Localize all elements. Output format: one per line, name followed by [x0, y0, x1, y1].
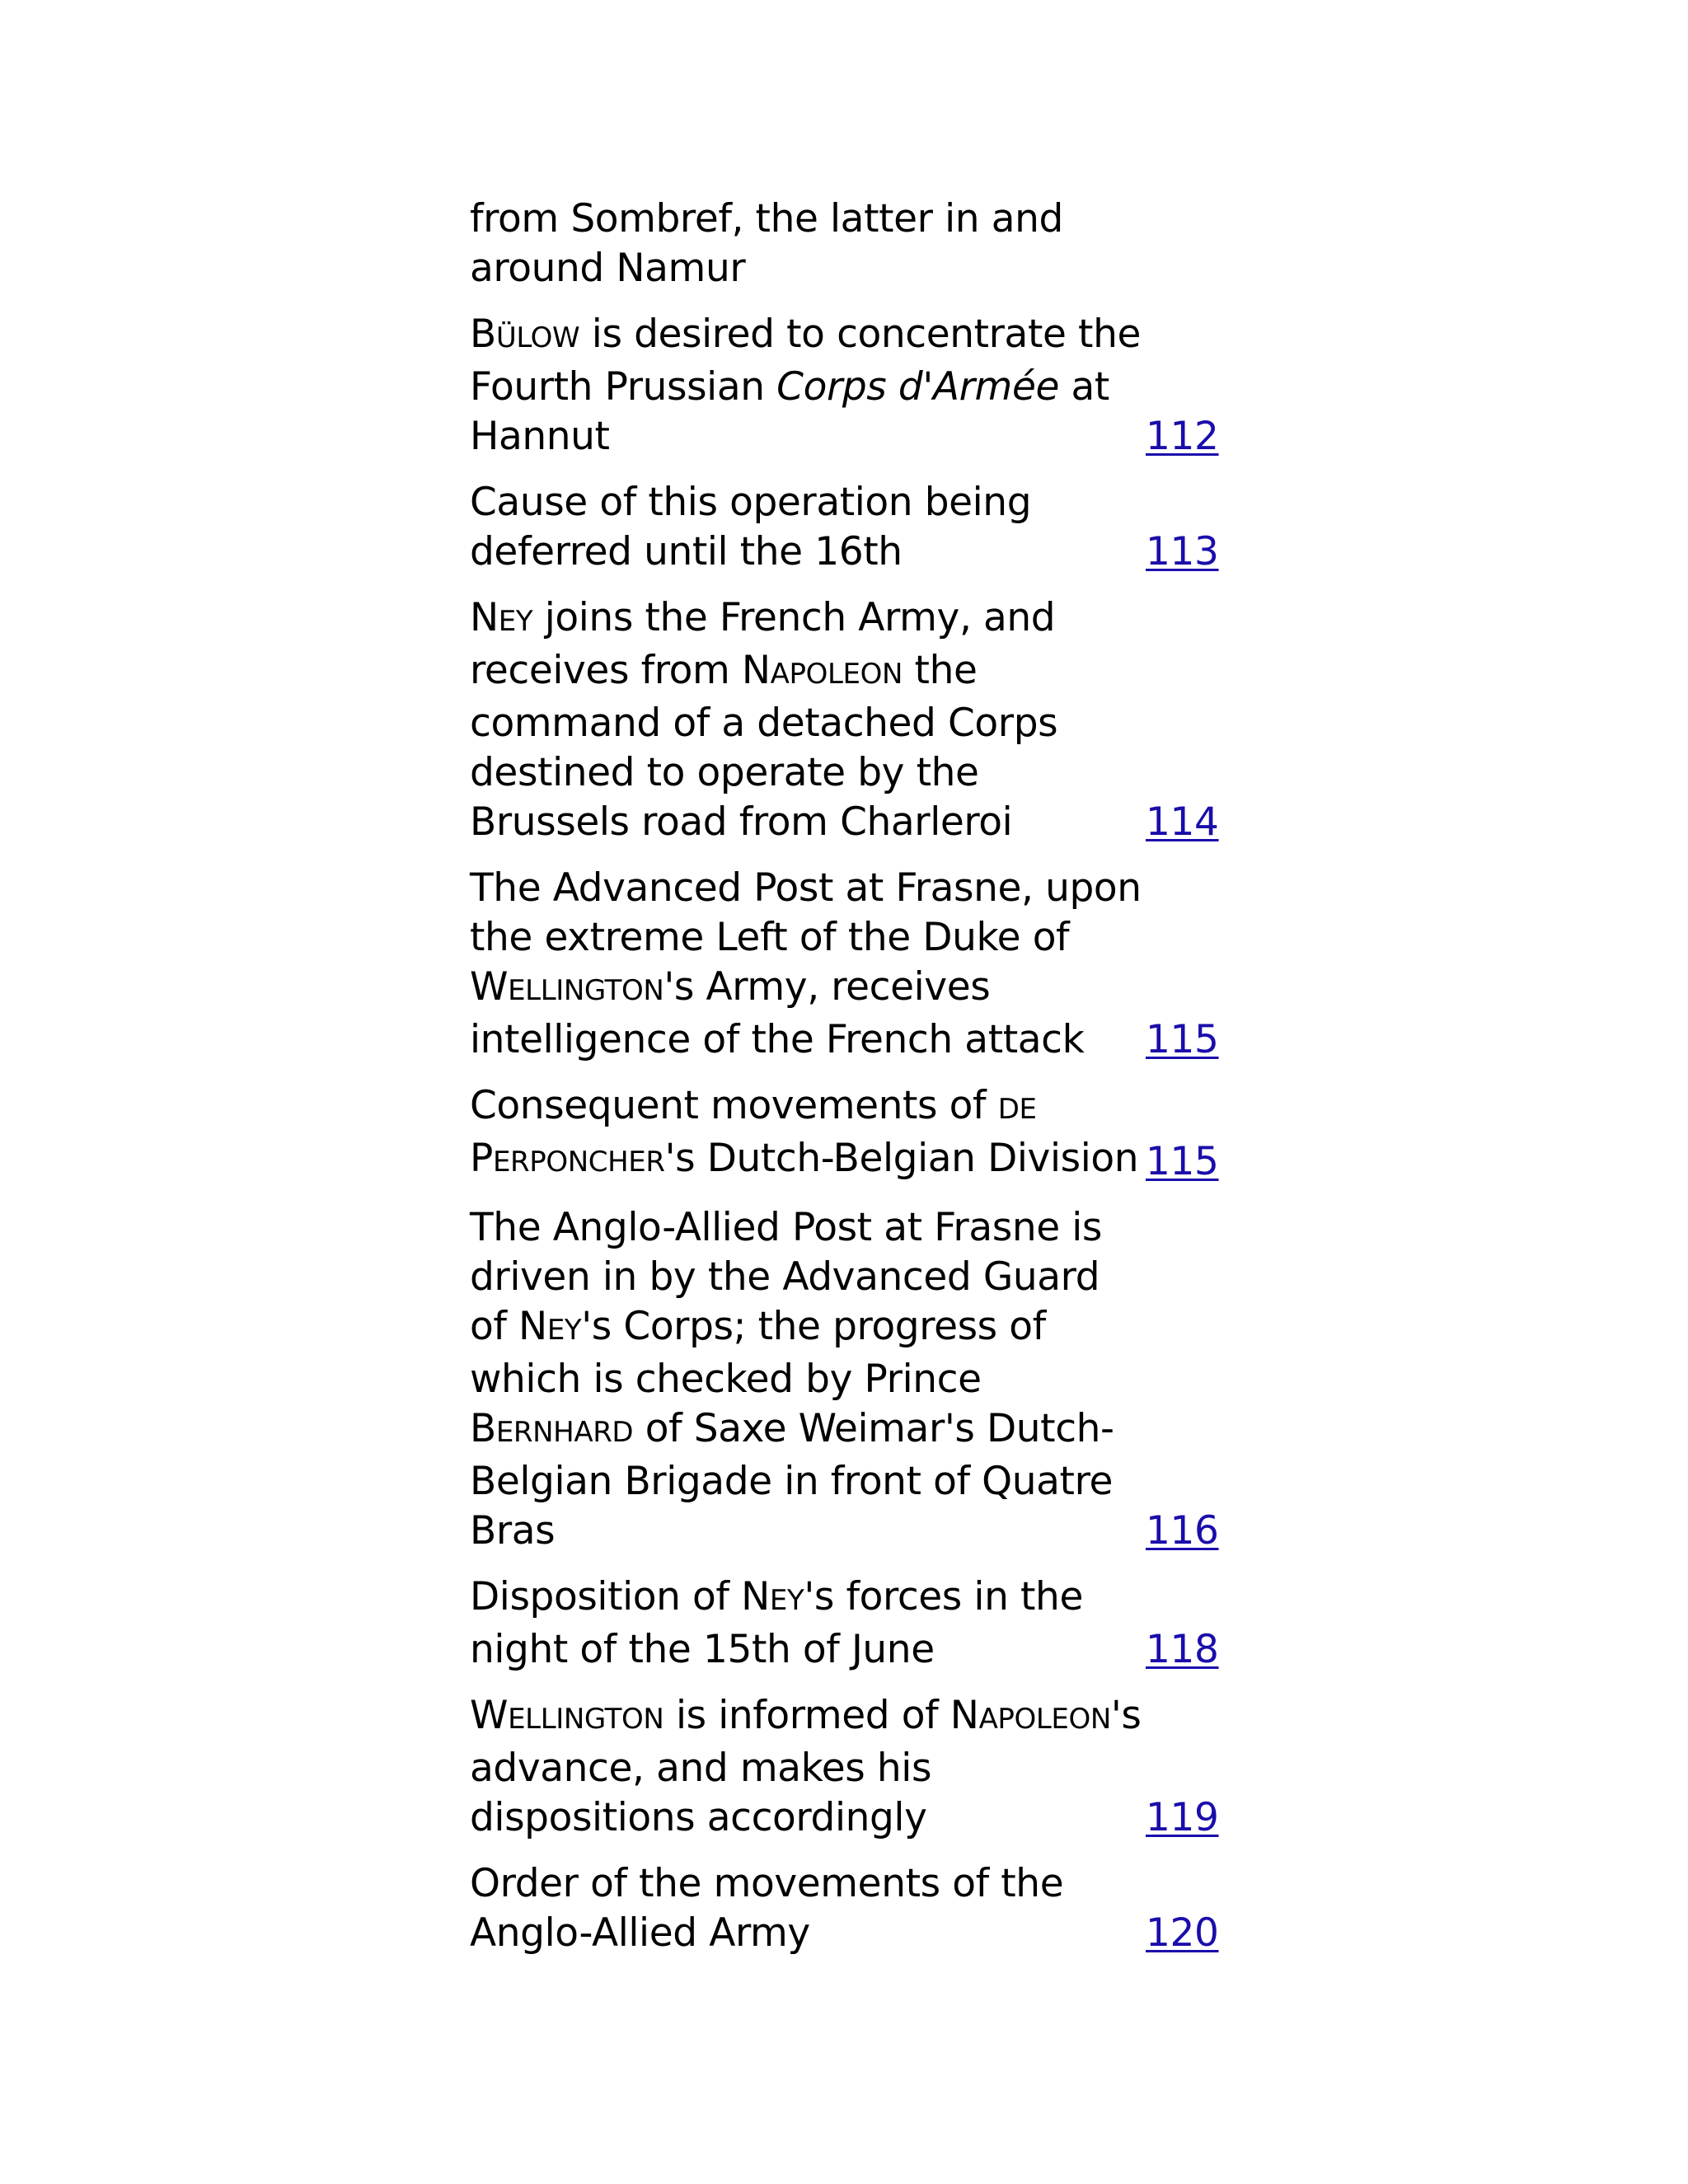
toc-entry-page: [1146, 527, 1220, 577]
small-caps-name: [470, 312, 579, 357]
toc-entry-description: [470, 194, 1146, 293]
toc-entry-page: [1146, 1793, 1220, 1843]
toc-entry: [470, 1572, 1220, 1675]
toc-entry-page: [1146, 1137, 1220, 1187]
entry-text: is desired to concentrate the Fourth Prussian: [470, 312, 1141, 410]
page-number-link[interactable]: 115: [1146, 1139, 1219, 1184]
small-caps-name: [998, 1083, 1037, 1128]
toc-entry-description: [470, 478, 1146, 577]
name-rest: APOLEON: [978, 1703, 1111, 1736]
toc-entry-description: [470, 593, 1146, 847]
name-rest: ERPONCHER: [492, 1146, 665, 1179]
toc-entry-page: [1146, 1625, 1220, 1675]
name-rest: EY: [769, 1584, 804, 1617]
toc-entry-description: [470, 1203, 1146, 1556]
entry-text: 's forces in the night of the 15th of June: [470, 1574, 1083, 1672]
page-number-link[interactable]: 119: [1146, 1795, 1219, 1840]
page-number-link[interactable]: 120: [1146, 1910, 1219, 1956]
page-number-link[interactable]: 116: [1146, 1508, 1219, 1554]
table-of-contents: [470, 194, 1220, 1975]
small-caps-name: [470, 1693, 663, 1738]
toc-entry: [470, 1203, 1220, 1556]
name-initial: W: [470, 964, 509, 1010]
small-caps-name: [518, 1304, 581, 1349]
toc-entry-description: [470, 1081, 1146, 1187]
small-caps-name: [470, 1406, 633, 1451]
toc-entry: [470, 478, 1220, 577]
entry-text: at Hannut: [470, 364, 1109, 459]
name-initial: P: [470, 1136, 493, 1181]
toc-entry-description: [470, 864, 1146, 1065]
small-caps-name: [470, 1136, 665, 1181]
name-initial: N: [741, 1574, 770, 1619]
toc-entry-page: [1146, 798, 1220, 847]
entry-text: 's Dutch-Belgian Division: [664, 1136, 1139, 1181]
entry-text: Disposition of: [470, 1574, 742, 1619]
entry-text: 's Army, receives intelligence of the French attack: [470, 964, 1085, 1062]
page-number-link[interactable]: 112: [1146, 414, 1219, 459]
toc-entry-description: [470, 1859, 1146, 1958]
entry-text: 's advance, and makes his dispositions accordingly: [470, 1693, 1142, 1840]
entry-text: Consequent movements of: [470, 1083, 998, 1128]
toc-entry-page: [1146, 412, 1220, 462]
toc-entry-page: [1146, 1909, 1220, 1958]
entry-emphasis: Corps d'Armée: [776, 364, 1059, 410]
entry-text: is informed of: [663, 1693, 950, 1738]
page-number-link[interactable]: 115: [1146, 1017, 1219, 1062]
entry-text: Cause of this operation being deferred until the 16th: [470, 480, 1032, 574]
entry-text: from Sombref, the latter in and around Namur: [470, 196, 1063, 291]
toc-entry: [470, 1859, 1220, 1958]
small-caps-name: [470, 595, 532, 640]
name-initial: B: [470, 312, 496, 357]
name-rest: ELLINGTON: [508, 1703, 664, 1736]
toc-entry-description: [470, 310, 1146, 462]
small-caps-name: [950, 1693, 1111, 1738]
toc-entry: [470, 310, 1220, 462]
toc-entry-page: [1146, 1507, 1220, 1556]
name-initial: N: [741, 648, 771, 693]
name-initial: W: [470, 1693, 509, 1738]
toc-entry-page: [1146, 1015, 1220, 1065]
page-number-link[interactable]: 118: [1146, 1627, 1219, 1672]
small-caps-name: [741, 1574, 804, 1619]
name-rest: ÜLOW: [495, 321, 580, 354]
name-rest: DE: [997, 1093, 1037, 1126]
small-caps-name: [742, 648, 903, 693]
name-initial: N: [470, 595, 499, 640]
entry-text: The Advanced Post at Frasne, upon the extreme Left of the Duke of: [470, 865, 1142, 960]
page-number-link[interactable]: 114: [1146, 799, 1219, 845]
toc-entry: [470, 1081, 1220, 1187]
name-rest: APOLEON: [770, 658, 903, 691]
entry-text: the command of a detached Corps destined to operate by the Brussels road from Charleroi: [470, 648, 1058, 845]
entry-text: 's Corps; the progress of which is checked by Prince: [470, 1304, 1046, 1402]
entry-text: joins the French Army, and receives from: [470, 595, 1056, 693]
name-initial: N: [950, 1693, 979, 1738]
toc-entry: [470, 194, 1220, 293]
name-initial: B: [470, 1406, 496, 1451]
toc-entry: [470, 593, 1220, 847]
toc-entry: [470, 1691, 1220, 1843]
name-rest: ELLINGTON: [508, 974, 664, 1007]
name-rest: EY: [546, 1314, 582, 1347]
toc-entry-description: [470, 1691, 1146, 1843]
toc-entry: [470, 864, 1220, 1065]
page-number-link[interactable]: 113: [1146, 529, 1219, 574]
entry-text: of Saxe Weimar's Dutch-Belgian Brigade in front of Quatre Bras: [470, 1406, 1114, 1554]
toc-entry-description: [470, 1572, 1146, 1675]
entry-text: Order of the movements of the Anglo-Allied Army: [470, 1861, 1064, 1956]
name-initial: N: [518, 1304, 547, 1349]
name-rest: ERNHARD: [495, 1416, 634, 1449]
small-caps-name: [470, 964, 663, 1010]
name-rest: EY: [498, 605, 533, 638]
entry-text: The Anglo-Allied Post at Frasne is driven in by the Advanced Guard of: [470, 1205, 1103, 1349]
